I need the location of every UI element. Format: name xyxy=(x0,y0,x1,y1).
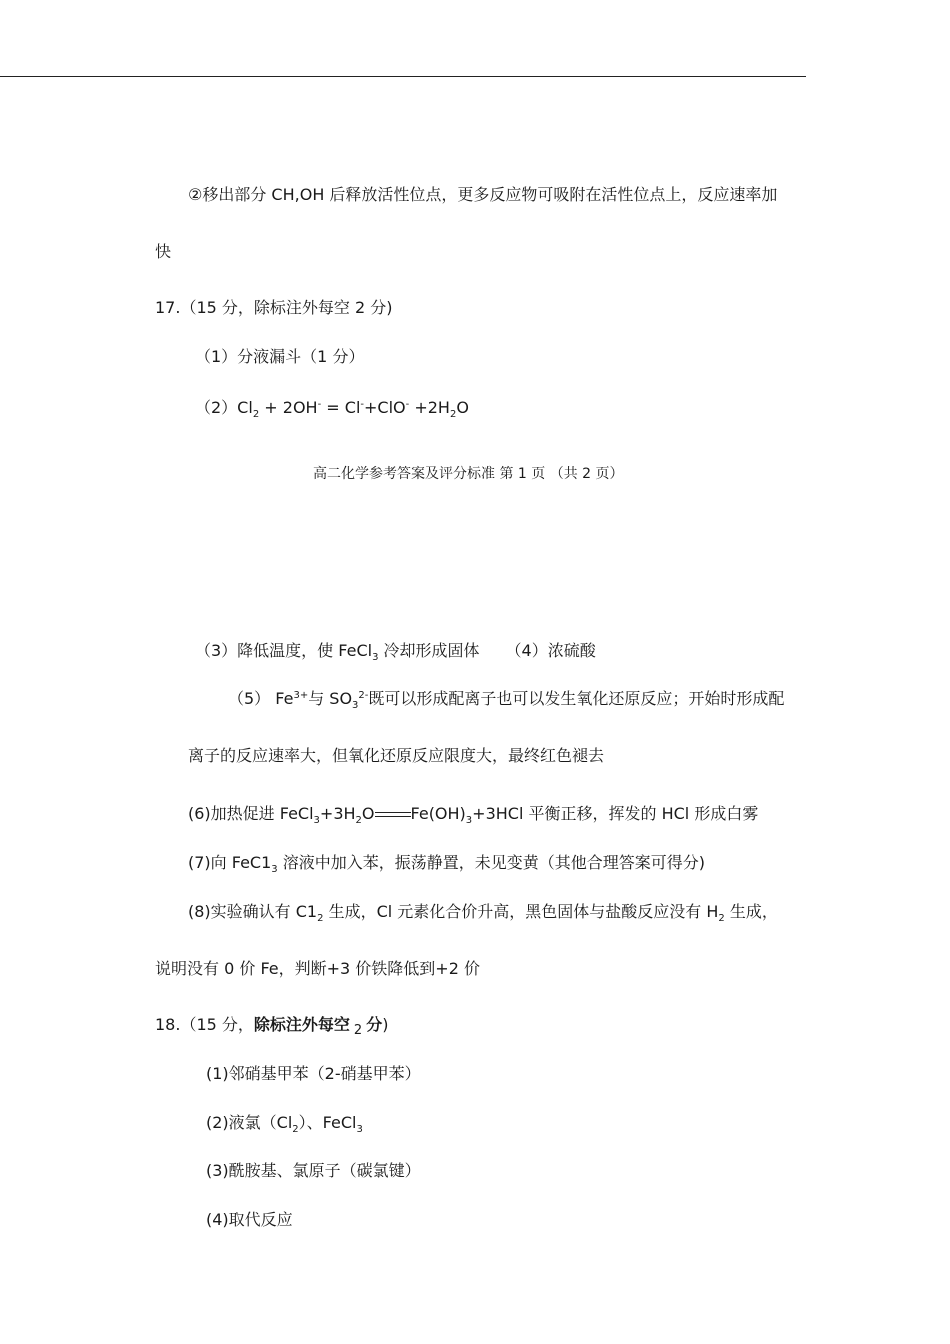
q17-answer-5-cont: 离子的反应速率大，但氧化还原反应限度大，最终红色褪去 xyxy=(188,746,605,765)
page-footer: 高二化学参考答案及评分标准 第 1 页 （共 2 页） xyxy=(313,466,624,482)
q17-answer-8: (8)实验确认有 $C1_2$ 生成，Cl 元素化合价升高，黑色固体与盐酸反应没有 $H_2$ 生成， xyxy=(188,902,778,924)
q17-answer-6: (6)加热促进 $FeCl_3+3H_2O$ $Fe(OH)_3+3HCl$ 平衡正移，挥发的 HCl 形成白雾 xyxy=(188,804,759,826)
header-rule xyxy=(0,76,806,77)
q18-answer-3: (3)酰胺基、氯原子（碳氯键） xyxy=(206,1161,421,1180)
q17-answer-1: （1）分液漏斗（1 分） xyxy=(195,347,365,366)
q17-header: 17.（15 分，除标注外每空 2 分) xyxy=(155,298,393,317)
q17-answer-3-4: （3）降低温度，使 FeCl$_3$ 冷却形成固体 （4）浓硫酸 xyxy=(195,641,596,663)
q18-answer-4: (4)取代反应 xyxy=(206,1210,293,1229)
q18-header: 18.（15 分，除标注外每空 $_2$ 分) xyxy=(155,1015,389,1038)
q16-answer-2: ②移出部分 CH,OH 后释放活性位点，更多反应物可吸附在活性位点上，反应速率加 xyxy=(188,185,778,204)
equilibrium-arrow-icon xyxy=(375,809,411,821)
q18-answer-1: (1)邻硝基甲苯（2-硝基甲苯） xyxy=(206,1064,421,1083)
q16-answer-2-cont: 快 xyxy=(155,242,172,261)
q17-answer-5: （5） $Fe^{3+}$与 $SO_3^{2-}$既可以形成配离子也可以发生氧化还原反应；开始时形成配 xyxy=(228,689,785,711)
q17-answer-7: (7)向 $FeC1_3$ 溶液中加入苯，振荡静置，未见变黄（其他合理答案可得分) xyxy=(188,853,705,875)
q18-answer-2: (2)液氯$(Cl_2)$、FeCl$_3$ xyxy=(206,1113,363,1135)
q17-answer-2: $(2)Cl_2 + 2OH^- = Cl^-+ClO^- +2H_2O$ xyxy=(195,398,469,420)
q17-answer-8-cont: 说明没有 0 价 Fe，判断+3 价铁降低到+2 价 xyxy=(155,959,480,978)
